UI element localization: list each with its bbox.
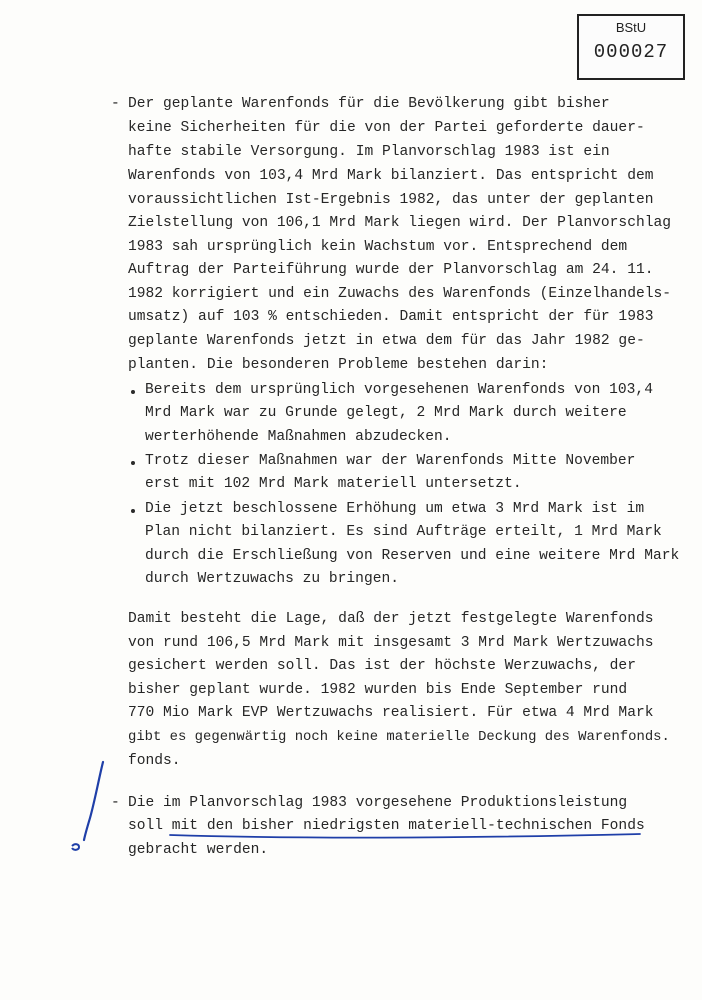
paragraph2-line: gibt es gegenwärtig noch keine materielle Deckung des Warenfonds. [128,729,670,745]
section1-dash: - [111,96,120,112]
paragraph2-line: von rund 106,5 Mrd Mark mit insgesamt 3 Mrd Mark Wertzuwachs [128,635,654,651]
section3-line: gebracht werden. [128,842,269,858]
section1-line: umsatz) auf 103 % entschieden. Damit entspricht der für 1983 [128,309,654,325]
bullet1-line: Mrd Mark war zu Grunde gelegt, 2 Mrd Mark durch weitere [145,405,627,421]
stamp-number: 000027 [593,41,669,63]
section1-line: hafte stabile Versorgung. Im Planvorschlag 1983 ist ein [128,144,610,160]
exclamation-dot [72,844,79,850]
paragraph2-line: Damit besteht die Lage, daß der jetzt festgelegte Warenfonds [128,611,654,627]
bullet-dot [131,509,135,513]
section1-line: Warenfonds von 103,4 Mrd Mark bilanziert. Das entspricht dem [128,168,654,184]
paragraph2-line: fonds. [128,753,181,769]
section1-line: keine Sicherheiten für die von der Partei geforderte dauer- [128,120,645,136]
section3-dash: - [111,795,120,811]
section1-line: Zielstellung von 106,1 Mrd Mark liegen wird. Der Planvorschlag [128,215,671,231]
bullet3-line: durch die Erschließung von Reserven und eine weitere Mrd Mark [145,548,680,564]
bullet3-line: Die jetzt beschlossene Erhöhung um etwa 3 Mrd Mark ist im [145,501,645,517]
paragraph2-line: gesichert werden soll. Das ist der höchste Werzuwachs, der [128,658,636,674]
bullet1-line: Bereits dem ursprünglich vorgesehenen Warenfonds von 103,4 [145,382,653,398]
section1-line: 1982 korrigiert und ein Zuwachs des Warenfonds (Einzelhandels- [128,286,671,302]
section1-line: Der geplante Warenfonds für die Bevölkerung gibt bisher [128,96,610,112]
bullet1-line: werterhöhende Maßnahmen abzudecken. [145,429,452,445]
bullet2-line: erst mit 102 Mrd Mark materiell untersetzt. [145,476,522,492]
section3-line: Die im Planvorschlag 1983 vorgesehene Produktionsleistung [128,795,628,811]
bullet3-line: Plan nicht bilanziert. Es sind Aufträge erteilt, 1 Mrd Mark [145,524,662,540]
section1-line: 1983 sah ursprünglich kein Wachstum vor. Entsprechend dem [128,239,628,255]
bullet3-line: durch Wertzuwachs zu bringen. [145,571,399,587]
section1-line: Auftrag der Parteiführung wurde der Planvorschlag am 24. 11. [128,262,654,278]
bullet2-line: Trotz dieser Maßnahmen war der Warenfonds Mitte November [145,453,636,469]
section3-line: soll mit den bisher niedrigsten materiell-technischen Fonds [128,818,645,834]
section1-line: planten. Die besonderen Probleme bestehen darin: [128,357,549,373]
archive-stamp [577,14,685,80]
section1-line: voraussichtlichen Ist-Ergebnis 1982, das unter der geplanten [128,192,654,208]
paragraph2-line: bisher geplant wurde. 1982 wurden bis Ende September rund [128,682,628,698]
exclamation-stroke [84,762,103,840]
paragraph2-line: 770 Mio Mark EVP Wertzuwachs realisiert. Für etwa 4 Mrd Mark [128,705,654,721]
bullet-dot [131,390,135,394]
section1-line: geplante Warenfonds jetzt in etwa dem für das Jahr 1982 ge- [128,333,645,349]
bullet-dot [131,461,135,465]
stamp-org: BStU [615,20,647,35]
